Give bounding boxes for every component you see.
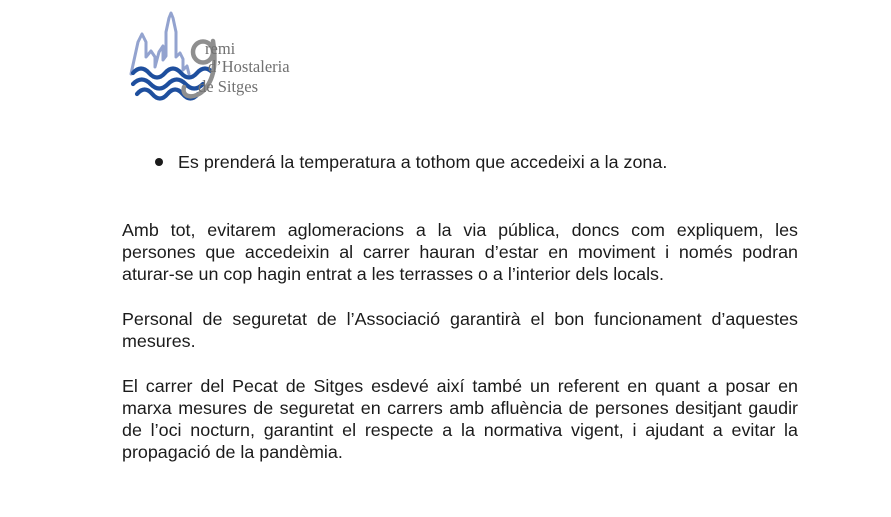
logo-name-line3: de Sitges bbox=[198, 77, 259, 96]
gremi-hostaleria-logo bbox=[125, 10, 310, 112]
bullet-icon bbox=[155, 158, 163, 166]
paragraph: Amb tot, evitarem aglomeracions a la via pública, doncs com expliquem, les persones que accedeixin al carrer hauran d’estar en moviment i només podran aturar-se un cop hagin entrat a les terrasses o a l’interior dels locals. bbox=[122, 220, 798, 284]
logo-name-line1: remi bbox=[205, 39, 236, 58]
paragraph: El carrer del Pecat de Sitges esdevé així també un referent en quant a posar en marxa mesures de seguretat en carrers amb afluència de persones desitjant gaudir de l’oci nocturn, garantint el respecte a la normativa vigent, i ajudant a evitar la propagació de la pandèmia. bbox=[122, 376, 798, 462]
bullet-item-text: Es prenderá la temperatura a tothom que accedeixi a la zona. bbox=[178, 152, 668, 172]
paragraph: Personal de seguretat de l’Associació garantirà el bon funcionament d’aquestes mesures. bbox=[122, 309, 798, 351]
body-text bbox=[122, 219, 798, 463]
sitges-skyline-icon bbox=[131, 13, 189, 74]
bullet-list-item bbox=[155, 151, 667, 173]
logo-name-line2: d’Hostaleria bbox=[208, 57, 290, 76]
